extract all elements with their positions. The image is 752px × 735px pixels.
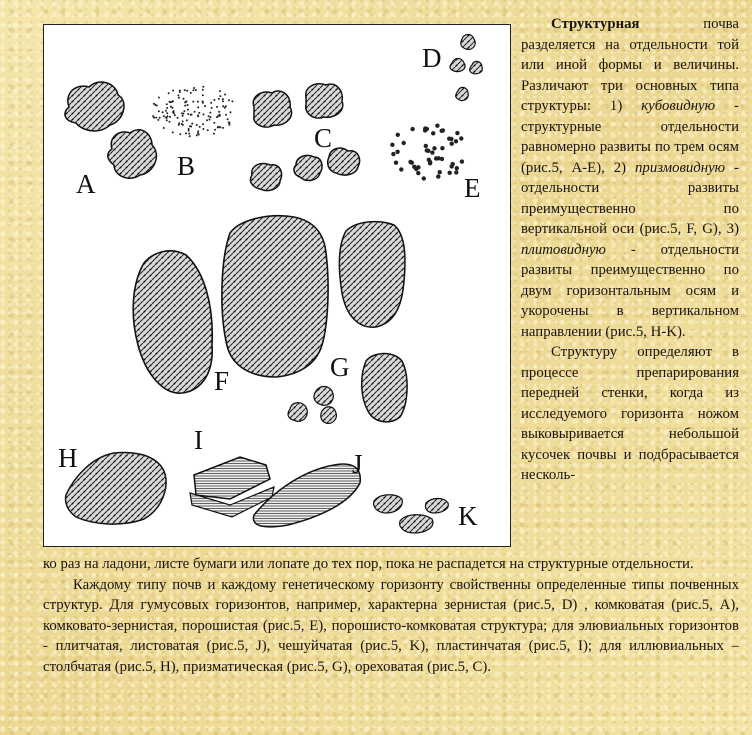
powder-grain — [434, 156, 438, 160]
powder-dot — [197, 101, 199, 103]
powder-grain — [436, 174, 440, 178]
powder-dot — [171, 107, 173, 109]
powder-dot — [182, 113, 184, 115]
powder-dot — [194, 111, 196, 113]
powder-grain — [410, 127, 414, 131]
powder-dot — [166, 112, 168, 114]
powder-dot — [182, 120, 184, 122]
powder-dot — [197, 130, 199, 132]
powder-dot — [188, 128, 190, 130]
powder-grain — [447, 137, 451, 141]
label-B: B — [177, 151, 196, 181]
powder-grain — [435, 124, 439, 128]
powder-dot — [197, 114, 199, 116]
powder-dot — [218, 111, 220, 113]
powder-dot — [158, 110, 160, 112]
full-width-text — [43, 554, 739, 677]
scales-K — [374, 495, 449, 533]
powder-dot — [209, 112, 211, 114]
powder-dot — [186, 90, 188, 92]
powder-grain — [455, 166, 459, 170]
powder-grain — [448, 171, 452, 175]
powder-B — [152, 86, 233, 138]
p1-text-3: - отдельности развиты преимущественно по вертикальной оси (рис.5, F, G), 3) — [521, 159, 739, 237]
column-H — [65, 453, 165, 525]
powder-dot — [172, 90, 174, 92]
powder-dot — [178, 97, 180, 99]
powder-dot — [172, 111, 174, 113]
soil-structure-illustration — [44, 25, 510, 546]
powder-dot — [214, 129, 216, 131]
powder-dot — [202, 86, 204, 88]
label-D: D — [422, 43, 442, 73]
powder-dot — [202, 94, 204, 96]
powder-grain — [455, 131, 459, 135]
powder-dot — [188, 130, 190, 132]
powder-dot — [155, 117, 157, 119]
powder-dot — [228, 121, 230, 123]
powder-dot — [196, 124, 198, 126]
powder-grain — [396, 133, 400, 137]
powder-grain — [416, 171, 420, 175]
powder-dot — [207, 129, 209, 131]
powder-dot — [177, 94, 179, 96]
powder-dot — [183, 110, 185, 112]
powder-dot — [198, 112, 200, 114]
powder-dot — [228, 124, 230, 126]
powder-dot — [185, 132, 187, 134]
powder-dot — [168, 92, 170, 94]
powder-dot — [202, 128, 204, 130]
paragraph-horizon-structures: Каждому типу почв и каждому генетическому горизонту свойственны определенные типы почвенных структур. Для гумусовых горизонтов, например, характерна зернистая (рис.5, D) , комковатая (рис.5, A), комковато-зернистая, порошистая (рис.5, E), порошисто-комковатая структура; для элювиальных горизонтов - плитчатая, листоватая (рис.5, J), чешуйчатая (рис.5, K), пластинчатая (рис.5, I); для иллювиальных – столбчатая (рис.5, H), призматическая (рис.5, G), ореховатая (рис.5, C). — [43, 576, 739, 675]
powder-dot — [184, 105, 186, 107]
grains-D — [450, 35, 482, 101]
powder-dot — [163, 115, 165, 117]
p1-text-1: почва разделяется на отдельности той или иной формы и величины. Различают три основных типа структуры: 1) — [521, 16, 739, 114]
powder-dot — [213, 122, 215, 124]
powder-dot — [210, 102, 212, 104]
powder-grain — [430, 150, 434, 154]
powder-dot — [202, 89, 204, 91]
label-E: E — [464, 173, 481, 203]
powder-grain — [450, 142, 454, 146]
powder-dot — [213, 99, 215, 101]
powder-dot — [202, 100, 204, 102]
powder-grain — [454, 139, 458, 143]
powder-dot — [177, 117, 179, 119]
powder-dot — [218, 98, 220, 100]
powder-grain — [412, 165, 416, 169]
powder-dot — [185, 100, 187, 102]
powder-grain — [422, 176, 426, 180]
powder-dot — [192, 89, 194, 91]
powder-dot — [166, 103, 168, 105]
powder-dot — [231, 100, 233, 102]
powder-dot — [222, 127, 224, 129]
prism-F — [133, 251, 212, 393]
powder-dot — [178, 124, 180, 126]
powder-dot — [184, 89, 186, 91]
powder-dot — [153, 103, 155, 105]
powder-dot — [159, 117, 161, 119]
term-structural: Структурная — [551, 16, 640, 32]
powder-dot — [182, 115, 184, 117]
powder-dot — [179, 90, 181, 92]
powder-dot — [213, 133, 215, 135]
term-cubic: кубовидную — [641, 98, 716, 114]
powder-dot — [188, 133, 190, 135]
powder-dot — [209, 119, 211, 121]
powder-grain — [402, 141, 406, 145]
powder-grain — [426, 149, 430, 153]
p1-text-2: - структурные отдельности равномерно развиты по трем осям (рис.5, A-E), 2) — [521, 98, 739, 176]
label-J: J — [352, 449, 363, 479]
powder-grain — [431, 131, 435, 135]
powder-grain — [432, 146, 436, 150]
powder-dot — [183, 98, 185, 100]
powder-grain — [395, 150, 399, 154]
powder-dot — [179, 133, 181, 135]
powder-dot — [187, 109, 189, 111]
powder-grain — [410, 161, 414, 165]
nuts-C — [250, 84, 359, 191]
powder-dot — [208, 115, 210, 117]
powder-dot — [189, 125, 191, 127]
side-column-text — [521, 14, 739, 486]
powder-dot — [166, 107, 168, 109]
powder-dot — [217, 126, 219, 128]
powder-dot — [189, 135, 191, 137]
powder-dot — [172, 101, 174, 103]
powder-dot — [225, 105, 227, 107]
powder-dot — [166, 119, 168, 121]
powder-grain — [423, 126, 427, 130]
powder-grain — [438, 170, 442, 174]
powder-dot — [230, 111, 232, 113]
powder-grain — [424, 144, 428, 148]
powder-dot — [167, 115, 169, 117]
powder-grain — [460, 159, 464, 163]
powder-dot — [219, 95, 221, 97]
label-G: G — [330, 352, 350, 382]
powder-grain — [428, 161, 432, 165]
powder-dot — [162, 111, 164, 113]
paragraph-structure-types — [521, 14, 739, 342]
powder-dot — [152, 115, 154, 117]
powder-dot — [224, 94, 226, 96]
label-H: H — [58, 443, 78, 473]
powder-dot — [222, 98, 224, 100]
label-A: A — [76, 169, 96, 199]
powder-dot — [203, 113, 205, 115]
powder-dot — [210, 116, 212, 118]
powder-dot — [169, 121, 171, 123]
powder-dot — [222, 105, 224, 107]
powder-dot — [222, 100, 224, 102]
powder-dot — [172, 131, 174, 133]
label-C: C — [314, 123, 333, 153]
powder-dot — [219, 114, 221, 116]
powder-dot — [165, 110, 167, 112]
term-prismatic: призмовидную — [635, 159, 726, 176]
powder-grain — [450, 164, 454, 168]
powder-dot — [181, 123, 183, 125]
powder-dot — [228, 99, 230, 101]
clods-A — [65, 82, 156, 178]
powder-dot — [219, 90, 221, 92]
powder-dot — [196, 134, 198, 136]
powder-dot — [174, 114, 176, 116]
powder-dot — [191, 123, 193, 125]
paragraph-determination-end: ко раз на ладони, листе бумаги или лопате до тех пор, пока не распадется на структурные отдельности. — [43, 556, 694, 572]
powder-dot — [202, 123, 204, 125]
powder-grain — [399, 167, 403, 171]
powder-dot — [190, 92, 192, 94]
label-F: F — [214, 366, 230, 396]
powder-dot — [158, 97, 160, 99]
prism-large — [222, 216, 328, 377]
powder-dot — [169, 101, 171, 103]
powder-dot — [193, 87, 195, 89]
powder-grain — [394, 161, 398, 165]
powder-dot — [199, 126, 201, 128]
term-platy: плитовидную — [521, 241, 606, 258]
powder-dot — [170, 106, 172, 108]
powder-dot — [195, 89, 197, 91]
powder-grain — [391, 152, 395, 156]
p1-text-4: - отдельности развиты преимущественно по двум горизонтальным осям и укорочены в вертикальном направлении (рис.5, H-K). — [521, 241, 739, 340]
powder-dot — [204, 105, 206, 107]
powder-dot — [225, 114, 227, 116]
label-I: I — [194, 425, 203, 455]
powder-dot — [197, 106, 199, 108]
powder-dot — [197, 132, 199, 134]
powder-dot — [157, 119, 159, 121]
powder-grain — [454, 170, 458, 174]
powder-dot — [169, 116, 171, 118]
powder-dot — [187, 104, 189, 106]
powder-dot — [206, 119, 208, 121]
powder-dot — [190, 114, 192, 116]
powder-dot — [216, 106, 218, 108]
powder-E — [390, 124, 464, 181]
powder-dot — [186, 119, 188, 121]
powder-dot — [163, 127, 165, 129]
paragraph-determination-start: Структуру определяют в процессе препарирования передней стенки, когда из исследуемого горизонта ножом выковыривается небольшой кусочек почвы и подбрасывается несколь- — [521, 344, 739, 483]
powder-dot — [187, 113, 189, 115]
powder-grain — [459, 136, 463, 140]
powder-grain — [390, 143, 394, 147]
powder-dot — [227, 118, 229, 120]
powder-grain — [440, 146, 444, 150]
label-K: K — [458, 501, 478, 531]
powder-grain — [440, 129, 444, 133]
powder-dot — [211, 107, 213, 109]
powder-dot — [192, 101, 194, 103]
soil-structure-figure — [43, 24, 511, 547]
